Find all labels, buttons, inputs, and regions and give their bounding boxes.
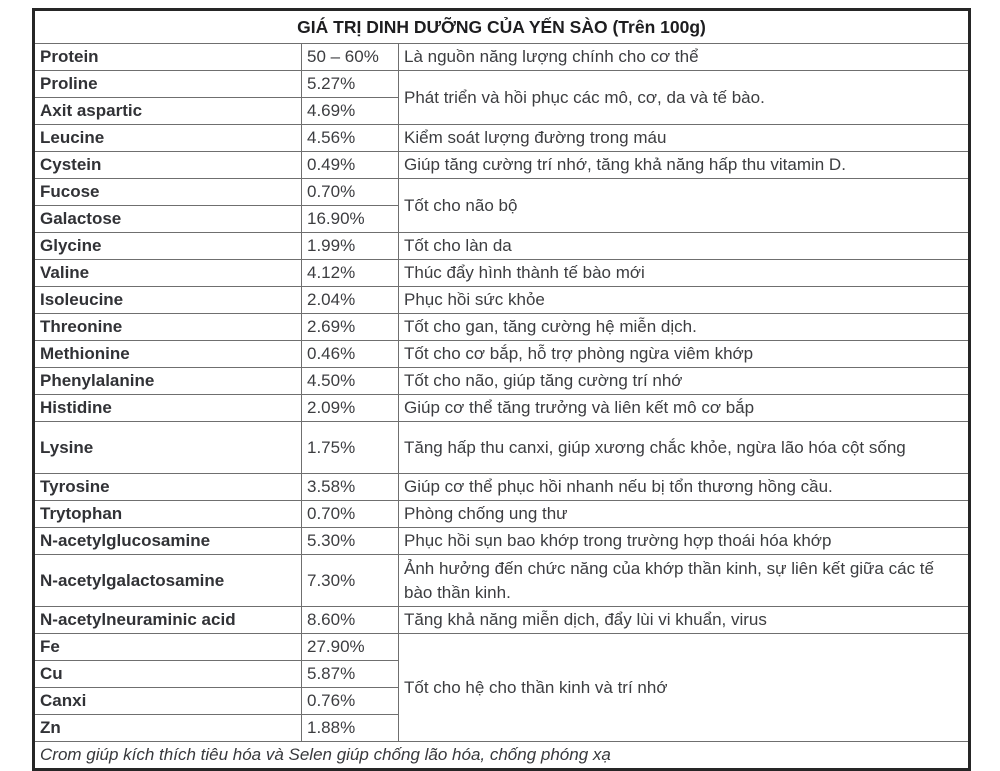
nutrient-value-cell: 1.99% [302,233,399,260]
nutrient-value-cell: 4.12% [302,260,399,287]
nutrient-desc-cell: Phục hồi sức khỏe [399,287,970,314]
table-row [34,634,970,661]
nutrient-name-cell: Valine [34,260,302,287]
nutrient-value-cell: 4.56% [302,125,399,152]
nutrient-name-cell: N-acetylgalactosamine [34,555,302,607]
table-row [34,152,970,179]
table-title-row [34,10,970,44]
nutrient-name-cell: Zn [34,715,302,742]
nutrient-value-cell: 2.09% [302,395,399,422]
nutrient-name-cell: Cu [34,661,302,688]
nutrient-name-cell: Galactose [34,206,302,233]
nutrient-value-cell: 2.69% [302,314,399,341]
nutrient-name-cell: Axit aspartic [34,98,302,125]
table-row [34,607,970,634]
nutrient-name-cell: Threonine [34,314,302,341]
nutrient-value-cell: 8.60% [302,607,399,634]
nutrient-value-cell: 1.88% [302,715,399,742]
nutrient-desc-cell: Giúp cơ thể phục hồi nhanh nếu bị tổn thương hồng cầu. [399,474,970,501]
nutrient-name-cell: Histidine [34,395,302,422]
nutrient-desc-cell: Tốt cho hệ cho thần kinh và trí nhớ [399,634,970,742]
nutrient-value-cell: 0.76% [302,688,399,715]
table-title: GIÁ TRỊ DINH DƯỠNG CỦA YẾN SÀO (Trên 100g) [34,10,970,44]
nutrition-table [32,8,971,771]
nutrient-value-cell: 16.90% [302,206,399,233]
nutrient-desc-cell: Thúc đẩy hình thành tế bào mới [399,260,970,287]
nutrient-name-cell: N-acetylneuraminic acid [34,607,302,634]
table-row [34,233,970,260]
nutrient-name-cell: Glycine [34,233,302,260]
nutrient-name-cell: Proline [34,71,302,98]
table-row [34,125,970,152]
nutrient-name-cell: Tyrosine [34,474,302,501]
table-row [34,528,970,555]
table-row [34,44,970,71]
table-row [34,341,970,368]
nutrient-value-cell: 5.27% [302,71,399,98]
nutrient-desc-cell: Kiểm soát lượng đường trong máu [399,125,970,152]
table-row [34,395,970,422]
nutrient-value-cell: 4.50% [302,368,399,395]
nutrient-desc-cell: Tốt cho não bộ [399,179,970,233]
nutrient-name-cell: Lysine [34,422,302,474]
nutrient-value-cell: 0.70% [302,501,399,528]
table-row [34,179,970,206]
table-row [34,287,970,314]
nutrient-name-cell: Canxi [34,688,302,715]
nutrient-desc-cell: Tăng khả năng miễn dịch, đẩy lùi vi khuẩn, virus [399,607,970,634]
nutrient-value-cell: 5.30% [302,528,399,555]
nutrient-desc-cell: Tốt cho não, giúp tăng cường trí nhớ [399,368,970,395]
table-row [34,71,970,98]
nutrient-value-cell: 27.90% [302,634,399,661]
nutrient-name-cell: Phenylalanine [34,368,302,395]
nutrient-desc-cell: Tăng hấp thu canxi, giúp xương chắc khỏe, ngừa lão hóa cột sống [399,422,970,474]
nutrient-desc-cell: Tốt cho cơ bắp, hỗ trợ phòng ngừa viêm khớp [399,341,970,368]
nutrient-value-cell: 0.49% [302,152,399,179]
nutrient-desc-cell: Phục hồi sụn bao khớp trong trường hợp thoái hóa khớp [399,528,970,555]
nutrient-name-cell: Fucose [34,179,302,206]
table-row [34,368,970,395]
nutrient-desc-cell: Phát triển và hồi phục các mô, cơ, da và tế bào. [399,71,970,125]
nutrient-name-cell: Methionine [34,341,302,368]
nutrient-desc-cell: Phòng chống ung thư [399,501,970,528]
nutrient-value-cell: 50 – 60% [302,44,399,71]
nutrient-name-cell: Protein [34,44,302,71]
nutrient-name-cell: Trytophan [34,501,302,528]
table-row [34,555,970,607]
table-row [34,260,970,287]
table-footnote-row [34,742,970,770]
nutrient-value-cell: 1.75% [302,422,399,474]
nutrient-name-cell: N-acetylglucosamine [34,528,302,555]
nutrient-value-cell: 7.30% [302,555,399,607]
nutrient-name-cell: Leucine [34,125,302,152]
nutrient-desc-cell: Là nguồn năng lượng chính cho cơ thể [399,44,970,71]
nutrient-value-cell: 3.58% [302,474,399,501]
nutrient-value-cell: 5.87% [302,661,399,688]
table-footnote: Crom giúp kích thích tiêu hóa và Selen giúp chống lão hóa, chống phóng xạ [34,742,970,770]
nutrient-desc-cell: Ảnh hưởng đến chức năng của khớp thần kinh, sự liên kết giữa các tế bào thần kinh. [399,555,970,607]
nutrient-name-cell: Cystein [34,152,302,179]
table-row [34,422,970,474]
nutrient-value-cell: 2.04% [302,287,399,314]
table-row [34,474,970,501]
table-row [34,314,970,341]
nutrient-name-cell: Fe [34,634,302,661]
nutrient-value-cell: 0.70% [302,179,399,206]
nutrient-desc-cell: Giúp cơ thể tăng trưởng và liên kết mô cơ bắp [399,395,970,422]
nutrient-name-cell: Isoleucine [34,287,302,314]
nutrient-value-cell: 0.46% [302,341,399,368]
nutrient-desc-cell: Giúp tăng cường trí nhớ, tăng khả năng hấp thu vitamin D. [399,152,970,179]
nutrient-desc-cell: Tốt cho gan, tăng cường hệ miễn dịch. [399,314,970,341]
nutrient-desc-cell: Tốt cho làn da [399,233,970,260]
nutrient-value-cell: 4.69% [302,98,399,125]
table-row [34,501,970,528]
